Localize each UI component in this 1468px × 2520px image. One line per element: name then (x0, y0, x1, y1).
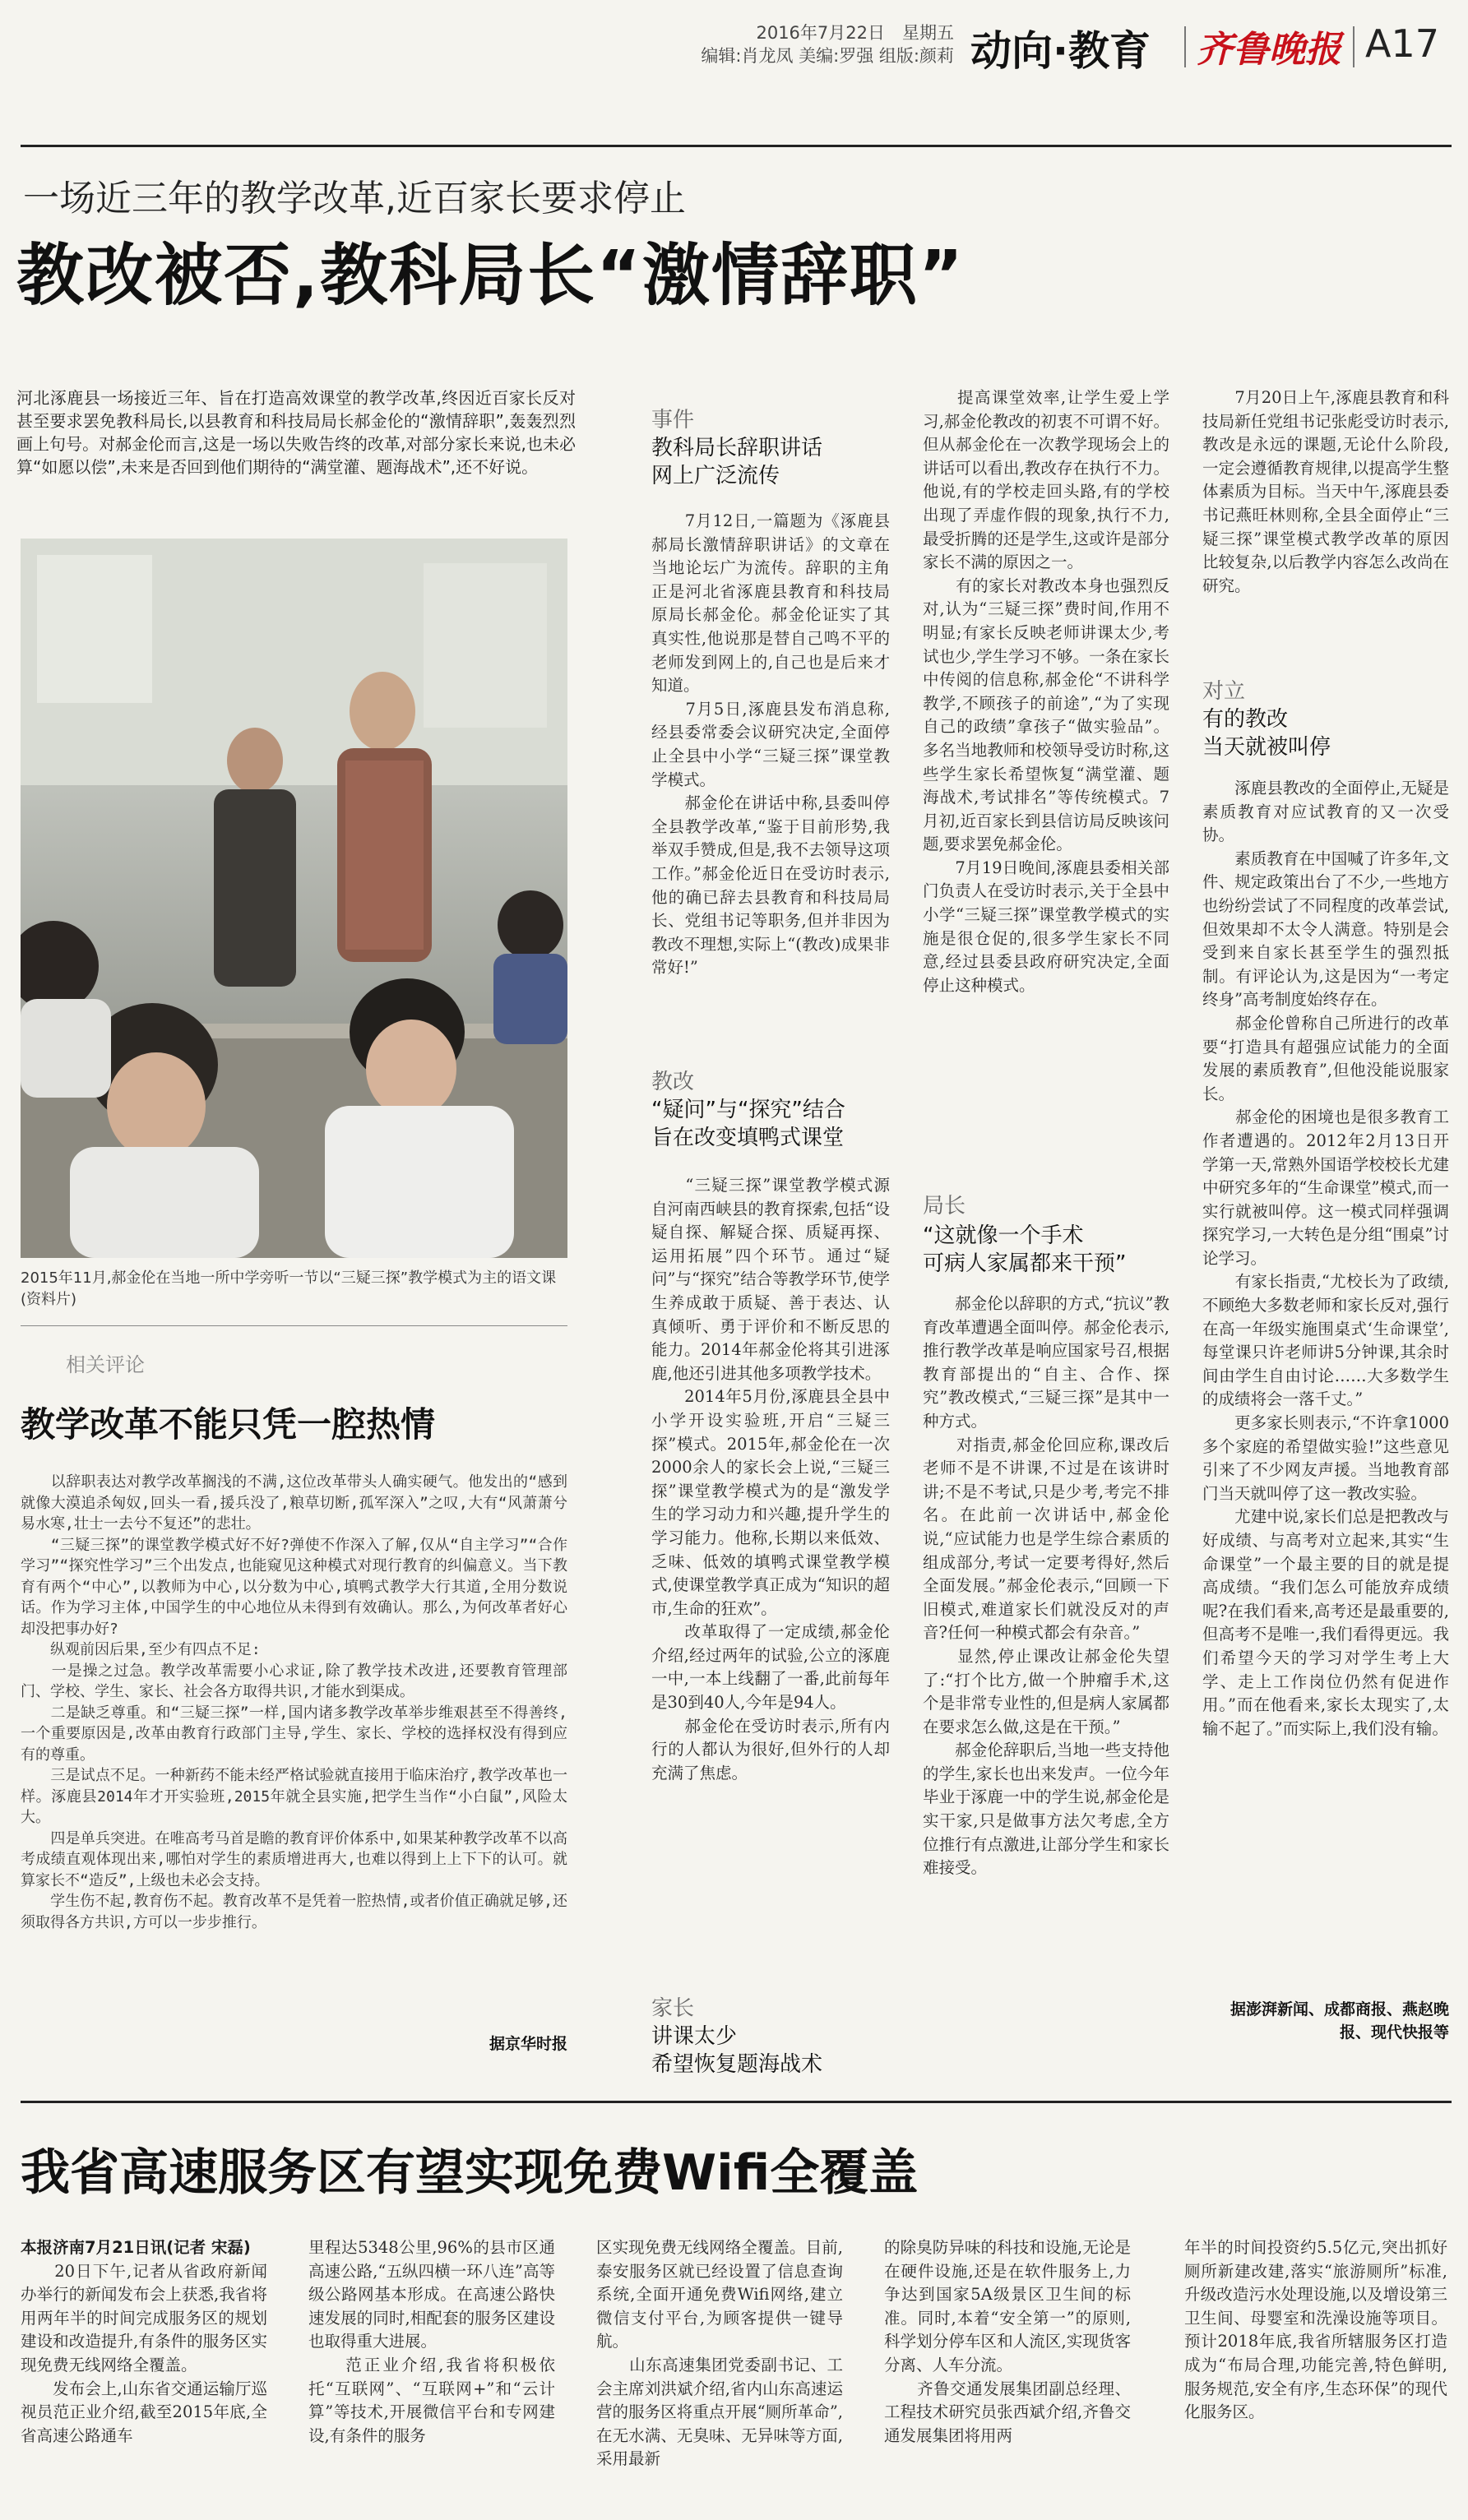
masthead-divider (1184, 26, 1186, 67)
wifi-section-rule (21, 2101, 1452, 2103)
issue-date: 2016年7月22日 (756, 23, 885, 43)
classroom-photo (21, 539, 567, 1258)
issue-weekday: 星期五 (902, 23, 954, 43)
editorial-title: 教学改革不能只凭一腔热情 (21, 1404, 436, 1445)
wifi-headline: 我省高速服务区有望实现免费Wifi全覆盖 (21, 2144, 919, 2202)
wifi-body-2: 里程达5348公里,96%的县市区通高速公路,“五纵四横一环八连”高等级公路网基本形成。在高速公路快速发展的同时,相配套的服务区建设也取得重大进展。 范正业介绍,我省将积极依托“互联网”、“互联网+”和“云计算”等技术,开展微信平台和专网建设,有条件的服务 (308, 2238, 555, 2445)
body-reform: “三疑三探”课堂教学模式源自河南西峡县的教育探索,包括“设疑自探、解疑合探、质疑再探、运用拓展”四个环节。通过“疑问”与“探究”结合等教学环节,使学生养成敢于质疑、善于表达、认真倾听、勇于评价和不断反思的能力。2014年郝金伦将其引进涿鹿,他还引进其他多项教学技术。 2014年5月份,涿鹿县全县中小学开设实验班,开启“三疑三探”模式。2015年,郝金伦在一次2000余人的家长会上说,“三疑三探”课堂教学模式为的是“激发学生的学习动力和兴趣,提升学生的学习能力。他称,长期以来低效、乏味、低效的填鸭式课堂教学模式,使课堂教学真正成为“知识的超市,生命的狂欢”。 改革取得了一定成绩,郝金伦介绍,经过两年的试验,公立的涿鹿一中,一本上线翻了一番,此前每年是30到40人,今年是94人。 郝金伦在受访时表示,所有内行的人都认为很好,但外行的人却充满了焦虑。 (651, 1176, 890, 1782)
body-opposition: 涿鹿县教改的全面停止,无疑是素质教育对应试教育的又一次受协。 素质教育在中国喊了许多年,文件、规定政策出台了不少,一些地方也纷纷尝试了不同程度的改革尝试,但效果却不太令人满意。特别是会受到来自家长甚至学生的强烈抵制。有评论认为,这是因为“一考定终身”高考制度始终存在。 郝金伦曾称自己所进行的改革要“打造具有超强应试能力的全面发展的素质教育”,但他没能说服家长。 郝金伦的困境也是很多教育工作者遭遇的。2012年2月13日开学第一天,常熟外国语学校校长尤建中研究多年的“生命课堂”模式,而一实行就被叫停。这一模式同样强调探究学习,一大转色是分组“围桌”讨论学习。 有家长指责,“尤校长为了政绩,不顾绝大多数老师和家长反对,强行在高一年级实施围桌式‘生命课堂’,每堂课只许老师讲5分钟课,其余时间由学生自由讨论……大多数学生的成绩将会一落千丈。” 更多家长则表示,“不许拿1000多个家庭的希望做实验!”这些意见引来了不少网友声援。当地教育部门当天就叫停了这一教改实验。 尤建中说,家长们总是把教改与好成绩、与高考对立起来,其实“生命课堂”一个最主要的目的就是提高成绩。“我们怎么可能放弃成绩呢?在我们看来,高考还是最重要的,但高考不是唯一,我们看得更远。我们希望今天的学习对学生考上大学、走上工作岗位仍然有促进作用。”而在他看来,家长太现实了,太输不起了。”而实际上,我们没有输。 (1202, 779, 1449, 1738)
wifi-byline: 本报济南7月21日讯(记者 宋磊) (21, 2238, 251, 2257)
wifi-column-1 (21, 2236, 267, 2512)
editorial-rule (21, 1325, 567, 1326)
body-event: 7月12日,一篇题为《涿鹿县郝局长激情辞职讲话》的文章在当地论坛广为流传。辞职的主角正是河北省涿鹿县教育和科技局原局长郝金伦。郝金伦证实了其真实性,他说那是替自己鸣不平的老师发到网上的,自己也是后来才知道。 7月5日,涿鹿县发布消息称,经县委常委会议研究决定,全面停止全县中小学“三疑三探”课堂教学模式。 郝金伦在讲话中称,县委叫停全县教学改革,“鉴于目前形势,我举双手赞成,但是,我不去领导这项工作。”郝金伦近日在受访时表示,他的确已辞去县教育和科技局局长、党组书记等职务,但并非因为教改不理想,实际上“(教改)成果非常好!” (651, 511, 890, 978)
editorial-body: 以辞职表达对教学改革搁浅的不满,这位改革带头人确实硬气。他发出的“感到就像大漠追杀匈奴,回头一看,援兵没了,粮草切断,孤军深入”之叹,大有“风萧萧兮易水寒,壮士一去兮不复还”的悲壮。 “三疑三探”的课堂教学模式好不好?弹使不作深入了解,仅从“自主学习”“合作学习”“探究性学习”三个出发点,也能窥见这种模式对现行教育的纠偏意义。当下教育有两个“中心”,以教师为中心,以分数为中心,填鸭式教学大行其道,全用分数说话。作为学习主体,中国学生的中心地位从未得到有效确认。那么,为何改革者好心却没把事办好? 纵观前因后果,至少有四点不足: 一是操之过急。教学改革需要小心求证,除了教学技术改进,还要教育管理部门、学校、学生、家长、社会各方取得共识,才能水到渠成。 二是缺乏尊重。和“三疑三探”一样,国内诸多教学改革举步维艰甚至不得善终,一个重要原因是,改革由教育行政部门主导,学生、家长、学校的选择权没有得到应有的尊重。 三是试点不足。一种新药不能未经严格试验就直接用于临床治疗,教学改革也一样。涿鹿县2014年才开实验班,2015年就全县实施,把学生当作“小白鼠”,风险太大。 四是单兵突进。在唯高考马首是瞻的教育评价体系中,如果某种教学改革不以高考成绩直观体现出来,哪怕对学生的素质增进再大,也难以得到上上下下的认可。就算家长不“造反”,上级也未必会支持。 学生伤不起,教育伤不起。教育改革不是凭着一腔热情,或者价值正确就足够,还须取得各方共识,方可以一步步推行。 (21, 1473, 567, 1931)
photo-caption: 2015年11月,郝金伦在当地一所中学旁听一节以“三疑三探”教学模式为主的语文课 (资料片) (21, 1269, 557, 1308)
wifi-body-3: 区实现免费无线网络全覆盖。目前,泰安服务区就已经设置了信息查询系统,全面开通免费Wifi网络,建立微信支付平台,为顾客提供一键导航。 山东高速集团党委副书记、工会主席刘洪斌介绍,省内山东高速运营的服务区将重点开展“厕所革命”,在无水满、无臭味、无异味等方面,采用最新 (596, 2238, 843, 2469)
subhead-reform: “疑问”与“探究”结合 旨在改变填鸭式课堂 (651, 1098, 845, 1150)
subhead-parents: 讲课太少 希望恢复题海战术 (651, 2024, 823, 2077)
page-number: A17 (1365, 21, 1440, 66)
newspaper-logo: 齐鲁晚报 (1197, 29, 1341, 71)
wifi-body-1: 20日下午,记者从省政府新闻办举行的新闻发布会上获悉,我省将用两年半的时间完成服务区的规划建设和改造提升,有条件的服务区实现免费无线网络全覆盖。 发布会上,山东省交通运输厅巡视员范正业介绍,截至2015年底,全省高速公路通车 (21, 2261, 267, 2445)
main-story-credit: 据澎湃新闻、成都商报、燕赵晚报、现代快报等 (1230, 2000, 1449, 2041)
wifi-body-5: 年半的时间投资约5.5亿元,突出抓好厕所新建改建,落实“旅游厕所”标准,升级改造污水处理设施,以及增设第三卫生间、母婴室和洗澡设施等项目。预计2018年底,我省所辖服务区打造成为“布局合理,功能完善,特色鲜明,服务规范,安全有序,生态环保”的现代化服务区。 (1184, 2238, 1447, 2422)
body-new-secretary: 7月20日上午,涿鹿县教育和科技局新任党组书记张彪受访时表示,教改是永远的课题,无论什么阶段,一定会遵循教育规律,以提高学生整体素质为目标。当天中午,涿鹿县委书记燕旺林则称,全县全面停止“三疑三探”课堂模式教学改革的原因比较复杂,以后教学内容怎么改尚在研究。 (1202, 388, 1449, 595)
section-title: 动向·教育 (970, 27, 1151, 75)
editorial-credit: 据京华时报 (489, 2035, 567, 2053)
section-kicker-parents: 家长 (651, 1996, 695, 2021)
masthead-divider (1353, 26, 1355, 67)
main-kicker: 一场近三年的教学改革,近百家长要求停止 (23, 178, 686, 220)
section-kicker-reform: 教改 (651, 1070, 695, 1094)
main-headline: 教改被否,教科局长“激情辞职” (16, 237, 965, 315)
subhead-event: 教科局长辞职讲话 网上广泛流传 (651, 436, 823, 488)
main-lead: 河北涿鹿县一场接近三年、旨在打造高效课堂的教学改革,终因近百家长反对甚至要求罢免教科局长,以县教育和科技局局长郝金伦的“激情辞职”,轰轰烈烈画上句号。对郝金伦而言,这是一场以失败告终的改革,对部分家长来说,也未必算“如愿以偿”,未来是否回到他们期待的“满堂灌、题海战术”,还不好说。 (16, 388, 576, 477)
subhead-director: “这就像一个手术 可病人家属都来干预” (923, 1223, 1127, 1276)
masthead-editors: 编辑:肖龙凤 美编:罗强 组版:颜莉 (701, 46, 954, 66)
classroom-photo-illustration (21, 539, 567, 1258)
section-kicker-event: 事件 (651, 408, 695, 432)
wifi-body-4: 的除臭防异味的科技和设施,无论是在硬件设施,还是在软件服务上,力争达到国家5A级景区卫生间的标准。同时,本着“安全第一”的原则,科学划分停车区和人流区,实现货客分离、人车分流。 齐鲁交通发展集团副总经理、工程技术研究员张西斌介绍,齐鲁交通发展集团将用两 (884, 2238, 1131, 2445)
body-director: 郝金伦以辞职的方式,“抗议”教育改革遭遇全面叫停。郝金伦表示,推行教学改革是响应国家号召,根据教育部提出的“自主、合作、探究”教改模式,“三疑三探”是其中一种方式。 对指责,郝金伦回应称,课改后老师不是不讲课,不过是在该讲时讲;不是不考试,只是少考,考完不排名。在此前一次讲话中,郝金伦说,“应试能力也是学生综合素质的组成部分,考试一定要考得好,然后全面发展。”郝金伦表示,“回顾一下旧模式,难道家长们就没反对的声音?任何一种模式都会有杂音。” 显然,停止课改让郝金伦失望了:“打个比方,做一个肿瘤手术,这个是非常专业性的,但是病人家属都在要求怎么做,这是在干预。” 郝金伦辞职后,当地一些支持他的学生,家长也出来发声。一位今年毕业于涿鹿一中的学生说,郝金伦是实干家,只是做事方法欠考虑,全方位推行有点激进,让部分学生和家长难接受。 (923, 1294, 1169, 1878)
section-kicker-opposition: 对立 (1202, 679, 1246, 704)
section-kicker-director: 局长 (923, 1194, 966, 1218)
masthead-rule (21, 145, 1452, 147)
body-parents: 提高课堂效率,让学生爱上学习,郝金伦教改的初衷不可谓不好。但从郝金伦在一次教学现场会上的讲话可以看出,教改存在执行不力。他说,有的学校走回头路,有的学校出现了弄虚作假的现象,执行不力,最受折腾的还是学生,这或许是部分家长不满的原因之一。 有的家长对教改本身也强烈反对,认为“三疑三探”费时间,作用不明显;有家长反映老师讲课太少,考试也少,学生学习不够。一条在家长中传阅的信息称,郝金伦“不讲科学教学,不顾孩子的前途”,“为了实现自己的政绩”拿孩子“做实验品”。多名当地教师和校领导受访时称,这些学生家长希望恢复“满堂灌、题海战术,考试排名”等传统模式。7月初,近百家长到县信访局反映该问题,要求罢免郝金伦。 7月19日晚间,涿鹿县委相关部门负责人在受访时表示,关于全县中小学“三疑三探”课堂教学模式的实施是很仓促的,很多学生家长不同意,经过县委县政府研究决定,全面停止这种模式。 (923, 388, 1169, 995)
masthead-meta (658, 21, 954, 67)
related-label: 相关评论 (66, 1353, 145, 1376)
subhead-opposition: 有的教改 当天就被叫停 (1202, 707, 1331, 760)
